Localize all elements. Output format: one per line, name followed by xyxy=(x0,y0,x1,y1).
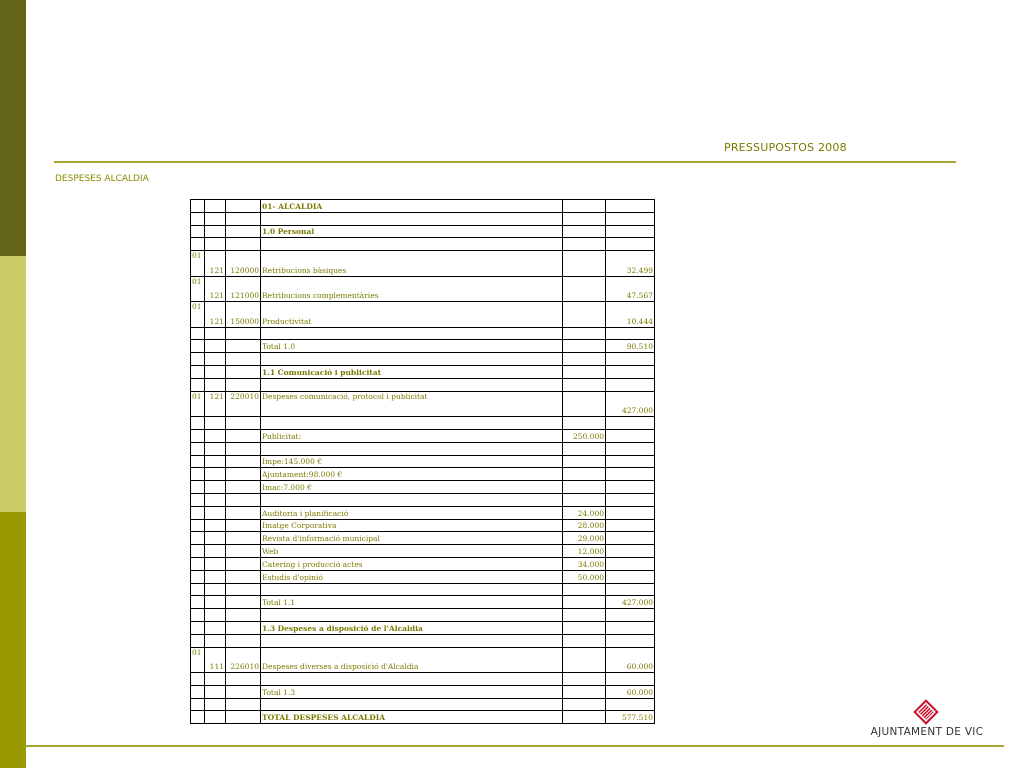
partial-amount-cell: 24.000 xyxy=(563,506,606,519)
concept-cell xyxy=(226,506,261,519)
partial-amount-cell xyxy=(563,366,606,379)
total-amount-cell xyxy=(606,442,655,455)
code-cell xyxy=(191,366,205,379)
partial-amount-cell: 28.000 xyxy=(563,519,606,532)
total-amount-cell xyxy=(606,621,655,634)
description-cell xyxy=(261,698,563,711)
total-amount-cell: 47.567 xyxy=(606,276,655,302)
table-row xyxy=(191,596,655,609)
concept-cell: 220010 xyxy=(226,391,261,417)
total-amount-cell xyxy=(606,468,655,481)
code-cell xyxy=(191,532,205,545)
table-row xyxy=(191,327,655,340)
description-cell: Despeses diverses a disposició d'Alcaldia xyxy=(261,647,563,673)
total-amount-cell xyxy=(606,634,655,647)
total-amount-cell xyxy=(606,609,655,622)
table-row xyxy=(191,570,655,583)
concept-cell xyxy=(226,429,261,442)
code-cell xyxy=(191,340,205,353)
table-row xyxy=(191,353,655,366)
program-cell xyxy=(205,506,226,519)
description-cell: 1.0 Personal xyxy=(261,225,563,238)
program-cell xyxy=(205,621,226,634)
concept-cell: 120000 xyxy=(226,251,261,277)
partial-amount-cell xyxy=(563,238,606,251)
table-row xyxy=(191,621,655,634)
section-title: DESPESES ALCALDIA xyxy=(55,174,149,184)
table-row xyxy=(191,673,655,686)
description-cell: Total 1.3 xyxy=(261,685,563,698)
concept-cell xyxy=(226,634,261,647)
code-cell xyxy=(191,596,205,609)
description-cell: Despeses comunicació, protocol i publicitat xyxy=(261,391,563,417)
total-amount-cell xyxy=(606,378,655,391)
concept-cell xyxy=(226,327,261,340)
program-cell xyxy=(205,327,226,340)
program-cell xyxy=(205,596,226,609)
table-row xyxy=(191,481,655,494)
concept-cell xyxy=(226,698,261,711)
code-cell xyxy=(191,685,205,698)
total-amount-cell: 577.510 xyxy=(606,711,655,724)
decorative-bar-top xyxy=(0,0,26,256)
total-amount-cell xyxy=(606,506,655,519)
total-amount-cell xyxy=(606,673,655,686)
code-cell xyxy=(191,557,205,570)
description-cell: Productivitat xyxy=(261,302,563,328)
concept-cell xyxy=(226,493,261,506)
program-cell: 121 xyxy=(205,391,226,417)
partial-amount-cell xyxy=(563,378,606,391)
budget-table xyxy=(190,199,655,724)
code-cell xyxy=(191,455,205,468)
table-row xyxy=(191,583,655,596)
concept-cell xyxy=(226,340,261,353)
description-cell xyxy=(261,353,563,366)
program-cell xyxy=(205,417,226,430)
table-row xyxy=(191,391,655,417)
partial-amount-cell xyxy=(563,596,606,609)
code-cell xyxy=(191,468,205,481)
partial-amount-cell xyxy=(563,251,606,277)
description-cell: 1.3 Despeses a disposició de l'Alcaldia xyxy=(261,621,563,634)
ajuntament-logo xyxy=(864,698,990,742)
code-cell xyxy=(191,327,205,340)
partial-amount-cell xyxy=(563,493,606,506)
total-amount-cell xyxy=(606,583,655,596)
partial-amount-cell xyxy=(563,200,606,213)
partial-amount-cell xyxy=(563,468,606,481)
partial-amount-cell xyxy=(563,609,606,622)
code-cell xyxy=(191,481,205,494)
total-amount-cell xyxy=(606,557,655,570)
program-cell xyxy=(205,532,226,545)
concept-cell xyxy=(226,468,261,481)
program-cell xyxy=(205,455,226,468)
description-cell: Total 1.1 xyxy=(261,596,563,609)
concept-cell xyxy=(226,238,261,251)
program-cell xyxy=(205,468,226,481)
concept-cell xyxy=(226,481,261,494)
partial-amount-cell: 50.000 xyxy=(563,570,606,583)
code-cell: 01 xyxy=(191,647,205,673)
partial-amount-cell xyxy=(563,455,606,468)
description-cell xyxy=(261,327,563,340)
partial-amount-cell xyxy=(563,698,606,711)
program-cell xyxy=(205,711,226,724)
code-cell xyxy=(191,493,205,506)
description-cell: Catering i producció actes xyxy=(261,557,563,570)
program-cell xyxy=(205,519,226,532)
program-cell xyxy=(205,353,226,366)
description-cell: Total 1.0 xyxy=(261,340,563,353)
description-cell xyxy=(261,634,563,647)
total-amount-cell xyxy=(606,532,655,545)
total-amount-cell xyxy=(606,200,655,213)
program-cell xyxy=(205,545,226,558)
table-row xyxy=(191,711,655,724)
description-cell: Imac:7.000 € xyxy=(261,481,563,494)
program-cell xyxy=(205,583,226,596)
concept-cell xyxy=(226,442,261,455)
program-cell xyxy=(205,673,226,686)
total-amount-cell xyxy=(606,212,655,225)
table-row xyxy=(191,698,655,711)
concept-cell xyxy=(226,519,261,532)
program-cell xyxy=(205,493,226,506)
program-cell: 111 xyxy=(205,647,226,673)
table-row xyxy=(191,557,655,570)
program-cell xyxy=(205,557,226,570)
total-amount-cell xyxy=(606,519,655,532)
description-cell xyxy=(261,583,563,596)
code-cell xyxy=(191,545,205,558)
total-amount-cell xyxy=(606,366,655,379)
table-row xyxy=(191,532,655,545)
description-cell xyxy=(261,442,563,455)
logo-text: AJUNTAMENT DE VIC xyxy=(870,726,984,738)
program-cell xyxy=(205,609,226,622)
total-amount-cell xyxy=(606,570,655,583)
total-amount-cell xyxy=(606,225,655,238)
table-row xyxy=(191,545,655,558)
partial-amount-cell xyxy=(563,673,606,686)
table-row xyxy=(191,417,655,430)
partial-amount-cell xyxy=(563,634,606,647)
program-cell: 121 xyxy=(205,276,226,302)
partial-amount-cell xyxy=(563,417,606,430)
code-cell xyxy=(191,634,205,647)
partial-amount-cell: 250.000 xyxy=(563,429,606,442)
table-row xyxy=(191,468,655,481)
code-cell xyxy=(191,212,205,225)
code-cell: 01 xyxy=(191,276,205,302)
concept-cell xyxy=(226,378,261,391)
table-row xyxy=(191,506,655,519)
partial-amount-cell xyxy=(563,276,606,302)
partial-amount-cell xyxy=(563,481,606,494)
concept-cell xyxy=(226,609,261,622)
code-cell xyxy=(191,583,205,596)
partial-amount-cell xyxy=(563,327,606,340)
table-row xyxy=(191,212,655,225)
table-row xyxy=(191,225,655,238)
total-amount-cell: 32.499 xyxy=(606,251,655,277)
table-row xyxy=(191,302,655,328)
code-cell xyxy=(191,519,205,532)
concept-cell xyxy=(226,545,261,558)
concept-cell: 226010 xyxy=(226,647,261,673)
table-row xyxy=(191,276,655,302)
code-cell xyxy=(191,711,205,724)
table-row xyxy=(191,340,655,353)
vic-coat-of-arms-icon xyxy=(912,698,940,726)
total-amount-cell xyxy=(606,493,655,506)
table-row xyxy=(191,609,655,622)
concept-cell xyxy=(226,596,261,609)
code-cell xyxy=(191,673,205,686)
concept-cell xyxy=(226,225,261,238)
code-cell: 01 xyxy=(191,302,205,328)
footer-divider xyxy=(26,745,1004,747)
description-cell: TOTAL DESPESES ALCALDIA xyxy=(261,711,563,724)
concept-cell xyxy=(226,621,261,634)
code-cell xyxy=(191,238,205,251)
total-amount-cell: 427.000 xyxy=(606,391,655,417)
header-divider xyxy=(54,161,956,163)
code-cell xyxy=(191,506,205,519)
table-row xyxy=(191,200,655,213)
code-cell xyxy=(191,200,205,213)
total-amount-cell xyxy=(606,429,655,442)
program-cell xyxy=(205,570,226,583)
partial-amount-cell: 29.000 xyxy=(563,532,606,545)
program-cell xyxy=(205,685,226,698)
partial-amount-cell xyxy=(563,583,606,596)
code-cell xyxy=(191,442,205,455)
concept-cell xyxy=(226,353,261,366)
partial-amount-cell xyxy=(563,302,606,328)
program-cell xyxy=(205,340,226,353)
description-cell: Estudis d'opinió xyxy=(261,570,563,583)
concept-cell: 121000 xyxy=(226,276,261,302)
total-amount-cell xyxy=(606,455,655,468)
description-cell: Impe:145.000 € xyxy=(261,455,563,468)
description-cell: Revista d'informació municipal xyxy=(261,532,563,545)
table-row xyxy=(191,429,655,442)
description-cell xyxy=(261,493,563,506)
description-cell xyxy=(261,609,563,622)
description-cell xyxy=(261,238,563,251)
code-cell xyxy=(191,621,205,634)
program-cell xyxy=(205,366,226,379)
partial-amount-cell xyxy=(563,340,606,353)
code-cell xyxy=(191,609,205,622)
concept-cell xyxy=(226,200,261,213)
concept-cell xyxy=(226,417,261,430)
concept-cell xyxy=(226,366,261,379)
table-row xyxy=(191,442,655,455)
description-cell xyxy=(261,378,563,391)
program-cell: 121 xyxy=(205,251,226,277)
program-cell xyxy=(205,481,226,494)
description-cell: Publicitat: xyxy=(261,429,563,442)
code-cell xyxy=(191,378,205,391)
partial-amount-cell xyxy=(563,353,606,366)
total-amount-cell xyxy=(606,417,655,430)
partial-amount-cell xyxy=(563,225,606,238)
total-amount-cell xyxy=(606,481,655,494)
partial-amount-cell xyxy=(563,621,606,634)
program-cell xyxy=(205,634,226,647)
code-cell xyxy=(191,429,205,442)
description-cell: 1.1 Comunicació i publicitat xyxy=(261,366,563,379)
program-cell xyxy=(205,238,226,251)
concept-cell xyxy=(226,532,261,545)
partial-amount-cell xyxy=(563,212,606,225)
concept-cell xyxy=(226,685,261,698)
table-row xyxy=(191,238,655,251)
code-cell xyxy=(191,417,205,430)
description-cell xyxy=(261,673,563,686)
total-amount-cell xyxy=(606,327,655,340)
total-amount-cell: 427.000 xyxy=(606,596,655,609)
description-cell: Auditoria i planificació xyxy=(261,506,563,519)
total-amount-cell: 60.000 xyxy=(606,685,655,698)
program-cell xyxy=(205,442,226,455)
code-cell xyxy=(191,570,205,583)
concept-cell xyxy=(226,711,261,724)
code-cell xyxy=(191,698,205,711)
total-amount-cell xyxy=(606,238,655,251)
partial-amount-cell xyxy=(563,711,606,724)
total-amount-cell xyxy=(606,353,655,366)
description-cell: Imatge Corporativa xyxy=(261,519,563,532)
program-cell xyxy=(205,378,226,391)
concept-cell xyxy=(226,557,261,570)
partial-amount-cell xyxy=(563,647,606,673)
decorative-bar-bottom xyxy=(0,512,26,768)
concept-cell xyxy=(226,583,261,596)
decorative-bar-middle xyxy=(0,256,26,512)
program-cell xyxy=(205,225,226,238)
budget-table-body xyxy=(191,200,655,724)
table-row xyxy=(191,378,655,391)
partial-amount-cell xyxy=(563,442,606,455)
code-cell: 01 xyxy=(191,391,205,417)
total-amount-cell xyxy=(606,698,655,711)
partial-amount-cell xyxy=(563,391,606,417)
description-cell xyxy=(261,212,563,225)
total-amount-cell: 60.000 xyxy=(606,647,655,673)
program-cell xyxy=(205,200,226,213)
description-cell: Retribucions bàsiques xyxy=(261,251,563,277)
table-row xyxy=(191,251,655,277)
total-amount-cell xyxy=(606,545,655,558)
description-cell: Ajuntament:98.000 € xyxy=(261,468,563,481)
total-amount-cell: 90.510 xyxy=(606,340,655,353)
partial-amount-cell xyxy=(563,685,606,698)
total-amount-cell: 10.444 xyxy=(606,302,655,328)
table-row xyxy=(191,366,655,379)
concept-cell xyxy=(226,673,261,686)
program-cell: 121 xyxy=(205,302,226,328)
concept-cell xyxy=(226,212,261,225)
table-row xyxy=(191,647,655,673)
code-cell xyxy=(191,353,205,366)
description-cell: Web xyxy=(261,545,563,558)
program-cell xyxy=(205,698,226,711)
concept-cell xyxy=(226,455,261,468)
description-cell: 01- ALCALDIA xyxy=(261,200,563,213)
concept-cell: 150000 xyxy=(226,302,261,328)
partial-amount-cell: 12.000 xyxy=(563,545,606,558)
code-cell xyxy=(191,225,205,238)
program-cell xyxy=(205,429,226,442)
description-cell: Retribucions complementàries xyxy=(261,276,563,302)
table-row xyxy=(191,455,655,468)
concept-cell xyxy=(226,570,261,583)
description-cell xyxy=(261,417,563,430)
table-row xyxy=(191,519,655,532)
partial-amount-cell: 34.000 xyxy=(563,557,606,570)
code-cell: 01 xyxy=(191,251,205,277)
table-row xyxy=(191,493,655,506)
table-row xyxy=(191,634,655,647)
table-row xyxy=(191,685,655,698)
page-title: PRESSUPOSTOS 2008 xyxy=(724,141,847,154)
program-cell xyxy=(205,212,226,225)
